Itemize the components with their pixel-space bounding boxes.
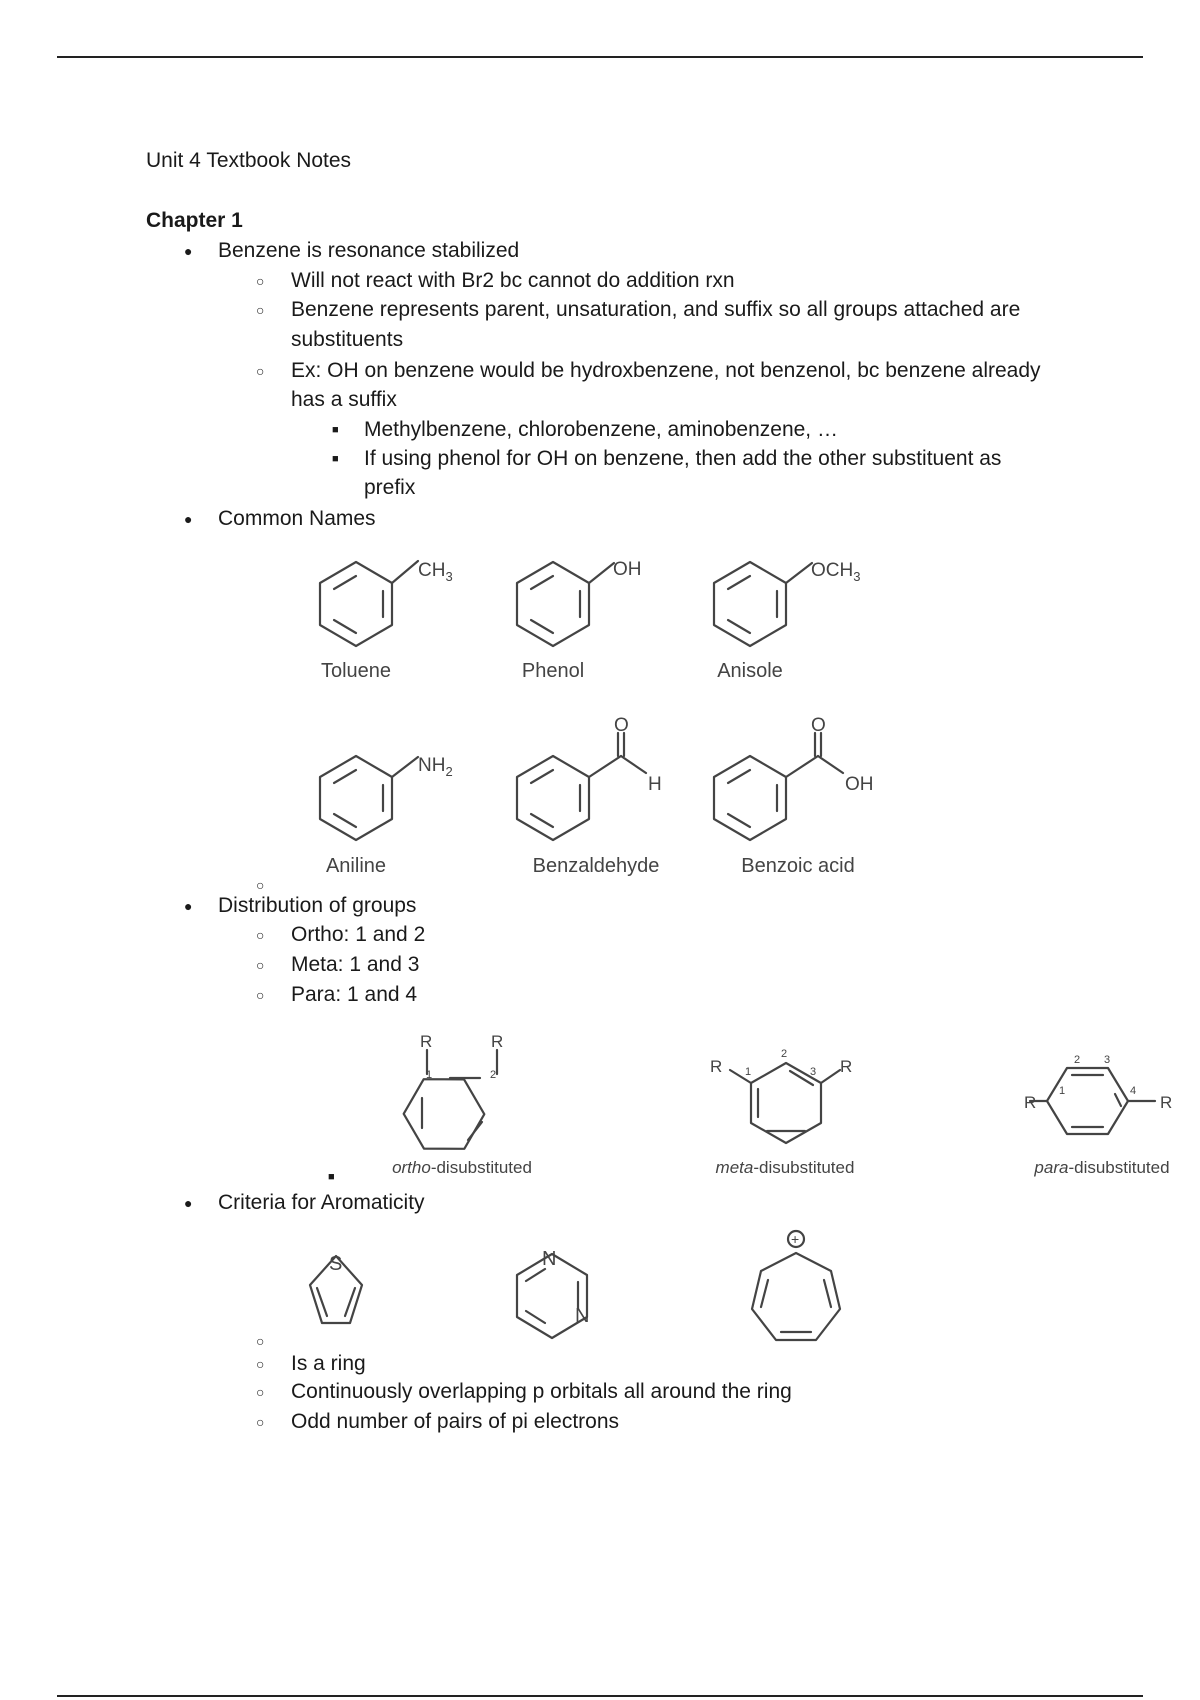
nitrogen-atom: N xyxy=(542,1248,557,1270)
list-item: Will not react with Br2 bc cannot do addition rxn xyxy=(291,269,735,292)
bullet-circle: ○ xyxy=(256,363,265,379)
position-number: 3 xyxy=(810,1066,817,1078)
ch3-group: $CH_3$ xyxy=(418,560,453,584)
list-item: Is a ring xyxy=(291,1352,366,1375)
bullet-circle: ○ xyxy=(256,987,265,1003)
oh-group: OH xyxy=(613,559,642,580)
compound-label: Aniline xyxy=(325,855,387,877)
position-number: 1 xyxy=(1059,1085,1066,1097)
hydrogen-atom: H xyxy=(648,774,662,795)
position-number: 1 xyxy=(426,1069,433,1081)
chapter-heading: Chapter 1 xyxy=(146,209,243,232)
list-item: Ex: OH on benzene would be hydroxbenzene, not benzenol, bc benzene already xyxy=(291,359,1041,382)
position-number: 3 xyxy=(1104,1054,1111,1066)
list-item: Meta: 1 and 3 xyxy=(291,953,420,976)
distribution-heading: Distribution of groups xyxy=(218,894,417,917)
ortho-label: ortho-disubstituted xyxy=(392,1158,532,1177)
bullet-circle: ○ xyxy=(256,957,265,973)
list-item-continued: substituents xyxy=(291,328,404,351)
r-group: R xyxy=(491,1032,504,1051)
page-title: Unit 4 Textbook Notes xyxy=(146,149,352,172)
para-structure xyxy=(1030,1068,1155,1134)
bullet-circle: ○ xyxy=(256,1414,265,1430)
sub-list-item: Methylbenzene, chlorobenzene, aminobenzene, … xyxy=(364,418,838,441)
oxygen-atom: O xyxy=(614,715,629,736)
r-group: R xyxy=(710,1057,723,1076)
oh-group: OH xyxy=(845,774,874,795)
bullet-circle: ○ xyxy=(256,1356,265,1372)
list-item-continued: has a suffix xyxy=(291,388,397,411)
list-item: Para: 1 and 4 xyxy=(291,983,418,1006)
bullet-circle: ○ xyxy=(256,273,265,289)
benzene-heading: Benzene is resonance stabilized xyxy=(218,239,520,262)
r-group: R xyxy=(1160,1093,1173,1112)
compound-label: Anisole xyxy=(717,660,783,682)
bullet-circle: ○ xyxy=(256,927,265,943)
bullet-dot: ● xyxy=(184,243,193,259)
bullet-dot: ● xyxy=(184,1195,193,1211)
anisole-structure xyxy=(714,562,812,646)
compound-label: Toluene xyxy=(320,660,392,682)
bullet-dot: ● xyxy=(184,898,193,914)
och3-group: $OCH_3$ xyxy=(811,560,861,584)
list-item: Continuously overlapping p orbitals all around the ring xyxy=(291,1380,792,1403)
compound-label: Phenol xyxy=(521,660,585,682)
positive-charge: + xyxy=(791,1231,800,1247)
bullet-square: ■ xyxy=(328,1171,335,1183)
toluene-structure xyxy=(320,561,418,646)
sulfur-atom: S xyxy=(329,1253,343,1275)
benzoic-acid-structure xyxy=(714,733,843,840)
position-number: 2 xyxy=(490,1069,497,1081)
bullet-square: ■ xyxy=(332,453,339,465)
list-item: Odd number of pairs of pi electrons xyxy=(291,1410,620,1433)
para-label: para-disubstituted xyxy=(1034,1158,1170,1177)
oxygen-atom: O xyxy=(811,715,826,736)
r-group: R xyxy=(420,1032,433,1051)
r-group: R xyxy=(1024,1093,1037,1112)
bullet-dot: ● xyxy=(184,511,193,527)
benzaldehyde-structure xyxy=(517,733,646,840)
position-number: 1 xyxy=(745,1066,752,1078)
compound-label: Benzoic acid xyxy=(741,855,855,877)
r-group: R xyxy=(840,1057,853,1076)
ortho-structure xyxy=(394,1050,497,1166)
common-names-heading: Common Names xyxy=(218,507,376,530)
bullet-circle: ○ xyxy=(256,877,265,893)
position-number: 2 xyxy=(1074,1054,1081,1066)
nitrogen-atom: N xyxy=(575,1305,590,1327)
list-item: Benzene represents parent, unsaturation, and suffix so all groups attached are xyxy=(291,298,1021,321)
position-number: 2 xyxy=(781,1048,788,1060)
meta-label: meta-disubstituted xyxy=(715,1158,855,1177)
position-number: 4 xyxy=(1130,1085,1137,1097)
aromaticity-heading: Criteria for Aromaticity xyxy=(218,1191,425,1214)
bullet-circle: ○ xyxy=(256,1333,265,1349)
list-item: Ortho: 1 and 2 xyxy=(291,923,426,946)
nh2-group: $NH_2$ xyxy=(418,755,453,779)
sub-list-item: If using phenol for OH on benzene, then add the other substituent as xyxy=(364,447,1002,470)
phenol-structure xyxy=(517,562,614,646)
bullet-circle: ○ xyxy=(256,1384,265,1400)
aniline-structure xyxy=(320,756,418,840)
bullet-square: ■ xyxy=(332,424,339,436)
compound-label: Benzaldehyde xyxy=(532,855,660,877)
tropylium-structure xyxy=(752,1231,840,1340)
sub-list-item-continued: prefix xyxy=(364,476,416,499)
bullet-circle: ○ xyxy=(256,302,265,318)
